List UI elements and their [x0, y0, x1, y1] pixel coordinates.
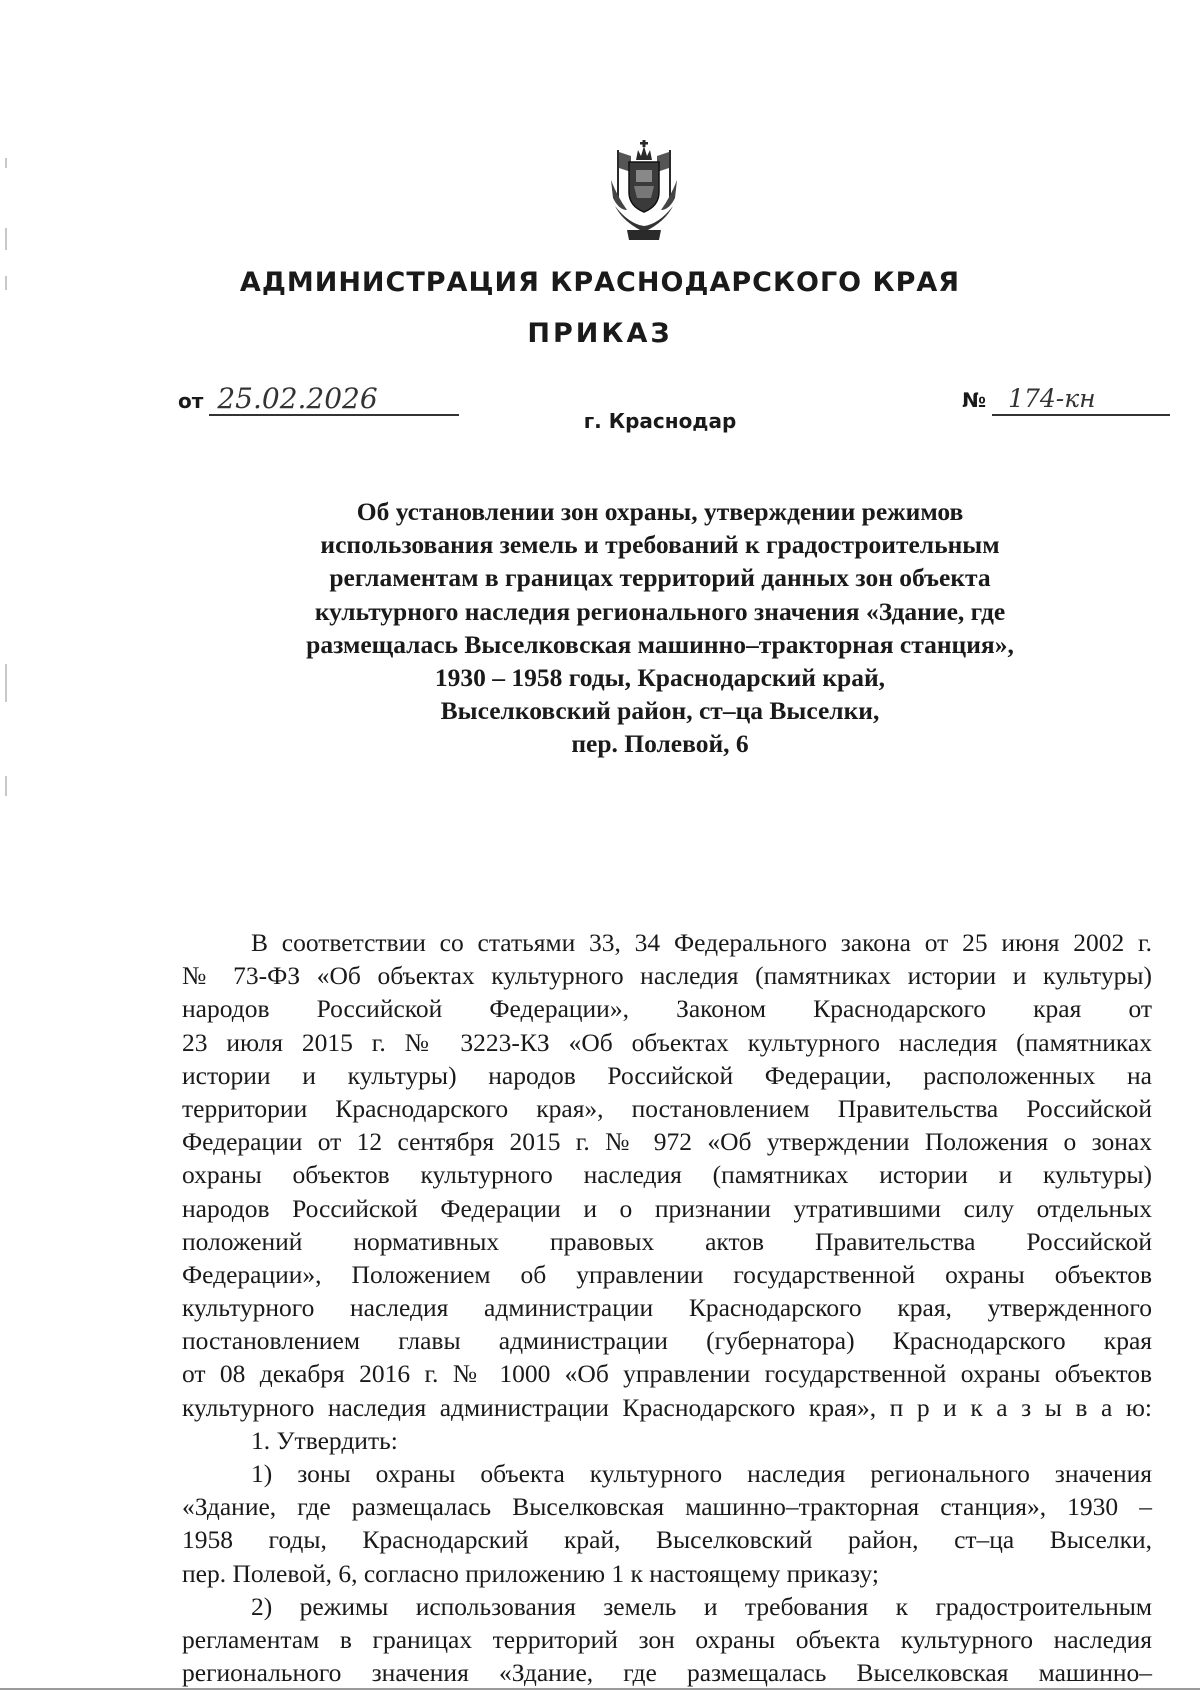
city-label: г. Краснодар — [583, 409, 737, 433]
body-line: народов Российской Федерации и о признании утратившими силу отдельных — [182, 1193, 1152, 1223]
body-line: пер. Полевой, 6, согласно приложению 1 к настоящему приказу; — [182, 1558, 880, 1588]
body-line: народов Российской Федерации», Законом Краснодарского края от — [182, 994, 1152, 1024]
body-line: культурного наследия администрации Краснодарского края, утвержденного — [182, 1293, 1152, 1323]
handwritten-number: 174-кн — [992, 384, 1170, 416]
date-prefix: от — [178, 389, 204, 413]
title-line: Об установлении зон охраны, утверждении режимов — [356, 497, 964, 526]
body-line: регионального значения «Здание, где размещалась Выселковская машинно– — [182, 1658, 1152, 1688]
title-line: 1930 – 1958 годы, Краснодарский край, — [434, 663, 886, 693]
title-line: Выселковский район, ст–ца Выселки, — [440, 696, 880, 726]
body-line: положений нормативных правовых актов Правительства Российской — [182, 1226, 1152, 1256]
scan-mark — [5, 664, 7, 702]
page-bottom-edge — [0, 1688, 1200, 1690]
body-line: № 73-ФЗ «Об объектах культурного наследия (памятниках истории и культуры) — [182, 961, 1152, 991]
body-line: 1. Утвердить: — [251, 1425, 398, 1455]
scan-mark — [5, 776, 7, 796]
number-prefix: № — [962, 388, 987, 412]
body-line: 2) режимы использования земель и требования к градостроительным — [251, 1591, 1152, 1621]
scan-mark — [5, 228, 7, 250]
body-line: Федерации», Положением об управлении государственной охраны объектов — [182, 1259, 1152, 1289]
scan-mark — [5, 158, 7, 168]
document-body-text — [182, 926, 1152, 1689]
body-line: от 08 декабря 2016 г. № 1000 «Об управлении государственной охраны объектов — [182, 1359, 1152, 1389]
handwritten-date: 25.02.2026 — [209, 384, 459, 416]
title-line: пер. Полевой, 6 — [571, 729, 749, 759]
body-line: 1) зоны охраны объекта культурного наследия регионального значения — [251, 1459, 1152, 1488]
coat-of-arms-emblem — [607, 140, 681, 242]
body-line: территории Краснодарского края», постановлением Правительства Российской — [182, 1093, 1152, 1123]
body-line: истории и культуры) народов Российской Федерации, расположенных на — [182, 1060, 1152, 1090]
organization-name: АДМИНИСТРАЦИЯ КРАСНОДАРСКОГО КРАЯ — [239, 267, 961, 298]
body-line: В соответствии со статьями 33, 34 Федерального закона от 25 июня 2002 г. — [251, 928, 1152, 957]
body-line: 23 июля 2015 г. № 3223-КЗ «Об объектах культурного наследия (памятниках — [182, 1027, 1152, 1057]
document-title — [180, 495, 1140, 761]
body-line: регламентам в границах территорий зон охраны объекта культурного наследия — [182, 1624, 1152, 1654]
body-line: культурного наследия администрации Краснодарского края», п р и к а з ы в а ю: — [182, 1392, 1152, 1422]
body-line: 1958 годы, Краснодарский край, Выселковский район, ст–ца Выселки, — [182, 1525, 1152, 1555]
body-line: охраны объектов культурного наследия (памятниках истории и культуры) — [182, 1160, 1152, 1190]
title-line: регламентам в границах территорий данных зон объекта — [329, 563, 991, 593]
body-line: Федерации от 12 сентября 2015 г. № 972 «Об утверждении Положения о зонах — [182, 1127, 1152, 1157]
document-type: ПРИКАЗ — [527, 318, 673, 349]
title-line: размещалась Выселковская машинно–тракторная станция», — [306, 629, 1014, 659]
title-line: культурного наследия регионального значения «Здание, где — [314, 596, 1006, 626]
body-line: постановлением главы администрации (губернатора) Краснодарского края — [182, 1326, 1152, 1356]
title-line: использования земель и требований к градостроительным — [320, 530, 1000, 560]
body-line: «Здание, где размещалась Выселковская машинно–тракторная станция», 1930 – — [182, 1492, 1152, 1522]
